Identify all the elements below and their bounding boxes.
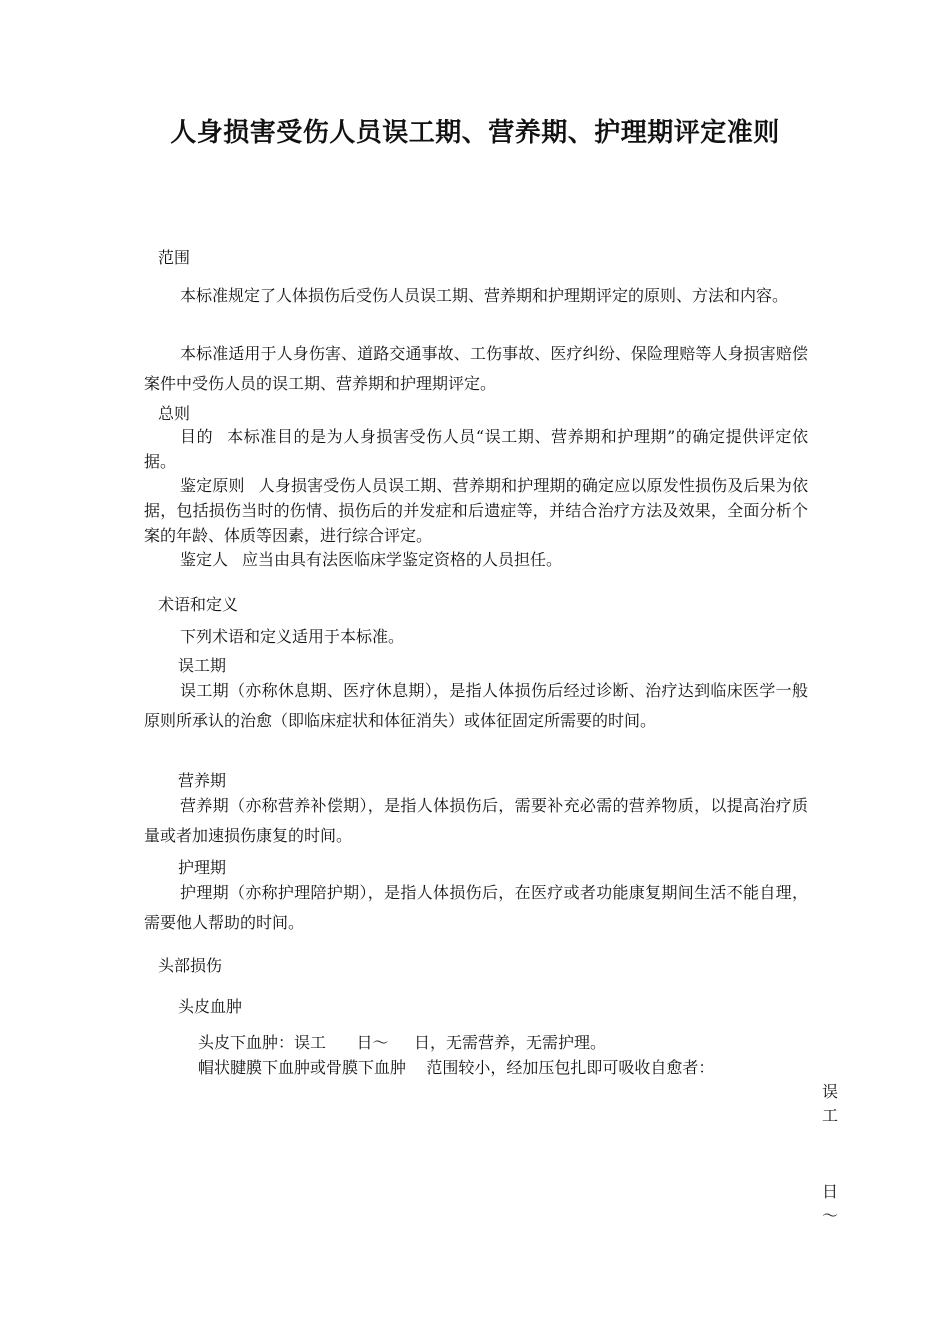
section-heading-terms: 术语和定义 bbox=[158, 595, 239, 614]
general-principle-paragraph bbox=[144, 473, 808, 548]
scope-paragraph-2: 本标准适用于人身伤害、道路交通事故、工伤事故、医疗纠纷、保险理赔等人身损害赔偿案件中受伤人员的误工期、营养期和护理期评定。 bbox=[144, 344, 808, 393]
principle-text: 人身损害受伤人员误工期、营养期和护理期的确定应以原发性损伤及后果为依据，包括损伤当时的伤情、损伤后的并发症和后遗症等，并结合治疗方法及效果，全面分析个案的年龄、体质等因素，进行综合评定。 bbox=[144, 476, 808, 545]
term-heading-lost-work: 误工期 bbox=[178, 656, 227, 675]
scope-paragraph-1: 本标准规定了人体损伤后受伤人员误工期、营养期和护理期评定的原则、方法和内容。 bbox=[180, 286, 789, 305]
term-heading-nutrition: 营养期 bbox=[178, 771, 227, 790]
vertical-fragment-2 bbox=[818, 1180, 842, 1228]
section-heading-general: 总则 bbox=[158, 404, 191, 423]
appraiser-text: 应当由具有法医临床学鉴定资格的人员担任。 bbox=[242, 550, 563, 569]
scalp-line-1: 头皮下血肿：误工 日～ 日，无需营养，无需护理。 bbox=[198, 1033, 606, 1052]
vertical-char: 工 bbox=[821, 1106, 838, 1125]
vertical-fragment-1 bbox=[818, 1080, 842, 1128]
term-text-nutrition: 营养期（亦称营养补偿期），是指人体损伤后，需要补充必需的营养物质，以提高治疗质量或者加速损伤康复的时间。 bbox=[144, 796, 808, 845]
general-appraiser-paragraph bbox=[144, 547, 808, 572]
section-heading-head-injury: 头部损伤 bbox=[158, 956, 223, 975]
vertical-char: 日 bbox=[821, 1182, 838, 1201]
purpose-label: 目的 bbox=[180, 427, 214, 446]
appraiser-label: 鉴定人 bbox=[180, 550, 229, 569]
terms-intro: 下列术语和定义适用于本标准。 bbox=[180, 627, 405, 646]
subheading-scalp-hematoma: 头皮血肿 bbox=[178, 997, 243, 1016]
vertical-char: 误 bbox=[821, 1082, 838, 1101]
principle-label: 鉴定原则 bbox=[180, 476, 245, 495]
general-purpose-paragraph bbox=[144, 424, 808, 474]
document-title: 人身损害受伤人员误工期、营养期、护理期评定准则 bbox=[170, 118, 780, 148]
section-heading-scope: 范围 bbox=[158, 248, 191, 267]
term-heading-nursing: 护理期 bbox=[178, 858, 227, 877]
term-text-lost-work: 误工期（亦称休息期、医疗休息期），是指人体损伤后经过诊断、治疗达到临床医学一般原则所承认的治愈（即临床症状和体征消失）或体征固定所需要的时间。 bbox=[144, 681, 808, 730]
term-text-nursing: 护理期（亦称护理陪护期），是指人体损伤后，在医疗或者功能康复期间生活不能自理，需要他人帮助的时间。 bbox=[144, 883, 808, 932]
vertical-char: ～ bbox=[821, 1206, 838, 1225]
purpose-text: 本标准目的是为人身损害受伤人员“误工期、营养期和护理期”的确定提供评定依据。 bbox=[144, 427, 808, 471]
scalp-line-2: 帽状腱膜下血肿或骨膜下血肿 范围较小，经加压包扎即可吸收自愈者： bbox=[198, 1058, 715, 1077]
